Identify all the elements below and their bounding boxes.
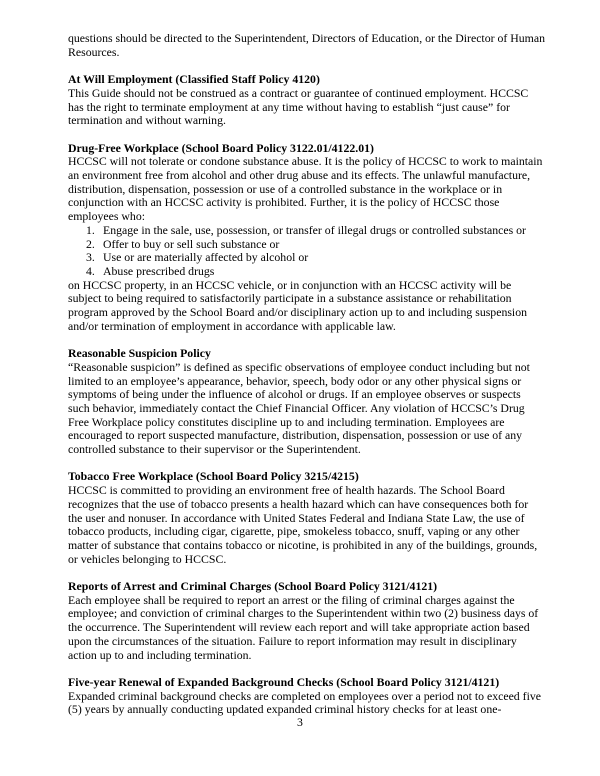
section-paragraph: on HCCSC property, in an HCCSC vehicle, or in conjunction with an HCCSC activity will be subject to being required to satisfactorily participate in a substance assistance or rehabilitation program approved by the School Board and/or disciplinary action up to and including suspension and/or termination of employment in accordance with applicable law. [68, 277, 528, 333]
numbered-list [68, 224, 545, 279]
section-paragraph: Each employee shall be required to report an arrest or the filing of criminal charges against the employee; and conviction of criminal charges to the Superintendent within two (2) business days of the occurrence. The Superintendent will review each report and will take appropriate action based upon the circumstances of the situation. Failure to report information may result in disciplinary action up to and including termination. [68, 592, 539, 662]
section-reasonable-suspicion [68, 347, 545, 457]
section-tobacco-free-workplace [68, 470, 545, 566]
section-heading: Five-year Renewal of Expanded Background Checks (School Board Policy 3121/4121) [68, 674, 500, 689]
section-paragraph: This Guide should not be construed as a contract or guarantee of continued employment. HCCSC has the right to terminate employment at any time without having to establish “just cause” for termination and without warning. [68, 85, 529, 128]
section-heading: Reports of Arrest and Criminal Charges (School Board Policy 3121/4121) [68, 579, 438, 594]
page-number: 3 [297, 715, 303, 729]
list-item-number: 3. [86, 250, 95, 265]
section-heading: At Will Employment (Classified Staff Policy 4120) [68, 72, 320, 87]
section-heading: Reasonable Suspicion Policy [68, 346, 211, 361]
list-item-text: Use or are materially affected by alcohol or [103, 250, 309, 265]
list-item [68, 265, 545, 279]
section-heading: Drug-Free Workplace (School Board Policy 3122.01/4122.01) [68, 140, 374, 155]
list-item [68, 224, 545, 238]
section-drug-free-workplace [68, 142, 545, 334]
section-background-checks-renewal [68, 676, 545, 717]
list-item-text: Offer to buy or sell such substance or [103, 236, 280, 251]
list-item [68, 251, 545, 265]
list-item [68, 238, 545, 252]
section-heading: Tobacco Free Workplace (School Board Policy 3215/4215) [68, 469, 359, 484]
list-item-text: Engage in the sale, use, possession, or transfer of illegal drugs or controlled substances or [103, 222, 526, 237]
list-item-text: Abuse prescribed drugs [103, 263, 215, 278]
list-item-number: 2. [86, 236, 95, 251]
section-paragraph: “Reasonable suspicion” is defined as specific observations of employee conduct including but not limited to an employee’s appearance, behavior, speech, body odor or any other physical signs or symptoms of being under the influence of alcohol or drugs. If an employee observes or suspects such behavior, immediately contact the Chief Financial Officer. Any violation of HCCSC’s Drug Free Workplace policy constitutes discipline up to and including termination. Employees are encouraged to report suspected manufacture, distribution, dispensation, possession or use of any controlled substance to their supervisor or the Superintendent. [68, 359, 530, 457]
document-content [68, 32, 545, 717]
intro-paragraph: questions should be directed to the Superintendent, Directors of Education, or the Director of Human Resources. [68, 31, 545, 59]
section-paragraph: HCCSC is committed to providing an environment free of health hazards. The School Board recognizes that the use of tobacco presents a health hazard which can have consequences both for the user and nonuser. In accordance with United States Federal and Indiana State Law, the use of tobacco products, including cigar, cigarette, pipe, smokeless tobacco, snuff, vaping or any other matter of substance that contains tobacco or nicotine, is prohibited in any of the buildings, grounds, or vehicles belonging to HCCSC. [68, 483, 538, 566]
section-reports-of-arrest [68, 580, 545, 662]
section-paragraph: HCCSC will not tolerate or condone substance abuse. It is the policy of HCCSC to work to maintain an environment free from alcohol and other drug abuse and its effects. The unlawful manufacture, distribution, dispensation, possession or use of a controlled substance in the workplace or in conjunction with an HCCSC activity is prohibited. Further, it is the policy of HCCSC those employees who: [68, 154, 543, 224]
section-at-will-employment [68, 73, 545, 128]
list-item-number: 1. [86, 222, 95, 237]
list-item-number: 4. [86, 263, 95, 278]
section-paragraph: Expanded criminal background checks are completed on employees over a period not to exceed five (5) years by annually conducting updated expanded criminal history checks for at least one- [68, 688, 541, 717]
